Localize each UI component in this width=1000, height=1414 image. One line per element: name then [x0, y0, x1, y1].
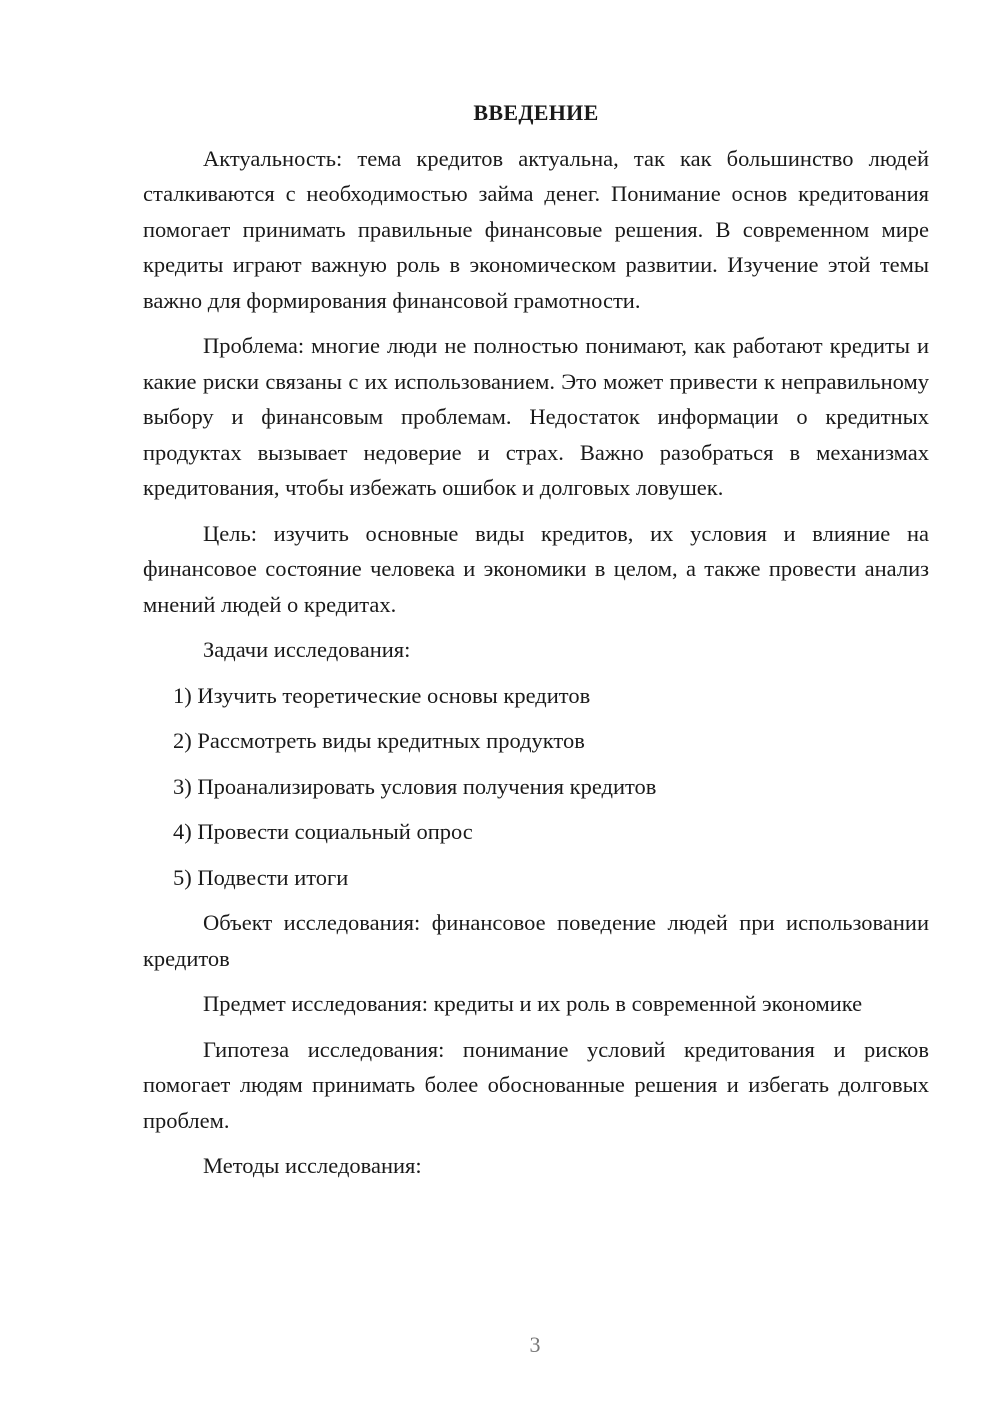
- subject-paragraph: Предмет исследования: кредиты и их роль в современной экономике: [203, 991, 863, 1016]
- list-item: 2) Рассмотреть виды кредитных продуктов: [173, 728, 585, 753]
- page-content: [143, 95, 929, 1194]
- tasks-list: [143, 678, 929, 896]
- list-item: 4) Провести социальный опрос: [173, 819, 473, 844]
- list-item: 3) Проанализировать условия получения кредитов: [173, 773, 657, 799]
- relevance-paragraph: Актуальность: тема кредитов актуальна, так как большинство людей сталкиваются с необходимостью займа денег. Понимание основ кредитования помогает принимать правильные финансовые решения. В современном мире кредиты играют важную роль в экономическом развитии. Изучение этой темы важно для формирования финансовой грамотности.: [143, 145, 929, 313]
- page-title: ВВЕДЕНИЕ: [473, 100, 599, 125]
- tasks-heading: Задачи исследования:: [203, 637, 411, 662]
- object-paragraph: Объект исследования: финансовое поведение людей при использовании кредитов: [143, 910, 929, 971]
- goal-paragraph: Цель: изучить основные виды кредитов, их условия и влияние на финансовое состояние человека и экономики в целом, а также провести анализ мнений людей о кредитах.: [143, 520, 929, 617]
- methods-heading: Методы исследования:: [203, 1153, 422, 1178]
- hypothesis-paragraph: Гипотеза исследования: понимание условий кредитования и рисков помогает людям принимать более обоснованные решения и избегать долговых проблем.: [143, 1036, 929, 1133]
- page-number: 3: [529, 1332, 541, 1357]
- list-item: 5) Подвести итоги: [173, 864, 349, 890]
- list-item: 1) Изучить теоретические основы кредитов: [173, 682, 591, 708]
- problem-paragraph: Проблема: многие люди не полностью понимают, как работают кредиты и какие риски связаны с их использованием. Это может привести к неправильному выбору и финансовым проблемам. Недостаток информации о кредитных продуктах вызывает недоверие и страх. Важно разобраться в механизмах кредитования, чтобы избежать ошибок и долговых ловушек.: [143, 333, 929, 500]
